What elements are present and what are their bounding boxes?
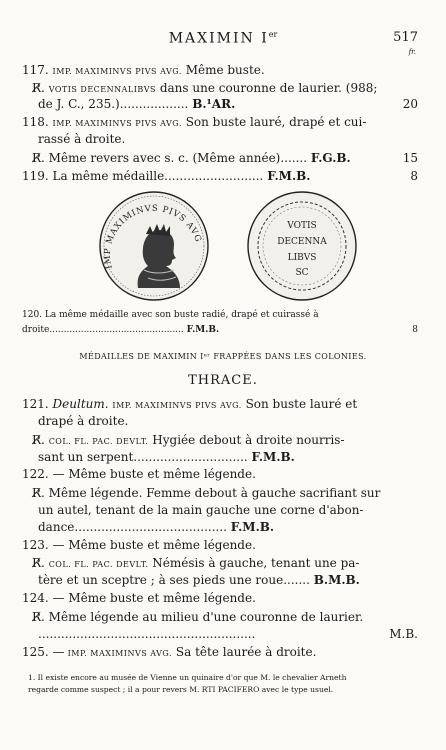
page-header [0,30,446,56]
section-heading: MÉDAILLES DE MAXIMIN Iᵉʳ FRAPPÉES DANS LES COLONIES. [79,352,367,361]
entry-118: 118. IMP. MAXIMINVS PIVS AVG. Son buste lauré, drapé et cui- [22,115,367,129]
entry-117-reverse-cont: de J. C., 235.).................. B.¹AR. 20 [38,97,418,111]
entry-125: 125. — IMP. MAXIMINVS AVG. Sa tête laurée à droite. [22,645,317,659]
footnote-line-2: regarde comme suspect ; il a pour revers M. RTI PACIFERO avec le type usuel. [28,685,334,694]
entry-124-reverse: R̸. Même légende au milieu d'une couronne de laurier. [32,610,364,624]
coin-reverse-line-3: LIBVS [287,253,317,263]
entry-122-reverse: R̸. Même légende. Femme debout à gauche sacrifiant sur [32,486,381,500]
entry-122: 122. — Même buste et même légende. [22,467,256,481]
coin-reverse [248,192,356,300]
entry-121-cont: drapé à droite. [38,414,129,428]
coin-obverse-legend: IMP MAXIMINVS PIVS AVG [102,203,204,270]
coin-obverse [100,192,208,300]
coin-reverse-line-4: SC [295,268,309,278]
entry-123-reverse: R̸. COL. FL. PAC. DEVLT. Némésis à gauche, tenant une pa- [32,556,360,570]
entry-117-reverse: R̸. VOTIS DECENNALIBVS dans une couronne de laurier. (988; [32,81,378,95]
entry-123: 123. — Même buste et même légende. [22,538,256,552]
entry-121-reverse: R̸. COL. FL. PAC. DEVLT. Hygiée debout à droite nourris- [32,433,345,447]
coin-illustration [98,190,358,302]
entry-118-reverse: R̸. Même revers avec s. c. (Même année)....... F.G.B. 15 [32,151,418,165]
coin-reverse-line-1: VOTIS [287,221,317,231]
entry-121-reverse-cont: sant un serpent.............................. F.M.B. [38,450,295,464]
entry-118-cont: rassé à droite. [38,132,126,146]
page-number: 517 [393,30,418,45]
coin-reverse-line-2: DECENNA [277,237,327,247]
currency-unit: fr. [408,48,416,56]
footnote-line-1: 1. Il existe encore au musée de Vienne un quinaire d'or que M. le chevalier Arneth [28,673,347,682]
entry-124: 124. — Même buste et même légende. [22,591,256,605]
running-title: MAXIMIN Ier [168,30,278,47]
entry-117: 117. IMP. MAXIMINVS PIVS AVG. Même buste. [22,63,265,77]
entry-124-reverse-cont: ......................................................... M.B. [38,627,418,641]
entry-123-reverse-cont: tère et un sceptre ; à ses pieds une roue....... B.M.B. [38,573,360,587]
entry-122-reverse-cont-1: un autel, tenant de la main gauche une corne d'abon- [38,503,364,517]
entry-119: 119. La même médaille.......................... F.M.B. 8 [22,169,418,183]
entry-120: 120. La même médaille avec son buste radié, drapé et cuirassé à [22,310,319,320]
region-heading: THRACE. [188,373,258,388]
entry-121: 121. Deultum. IMP. MAXIMINVS PIVS AVG. Son buste lauré et [22,397,358,411]
entry-120-cont: droite............................................... F.M.B. 8 [22,325,418,335]
entry-122-reverse-cont-2: dance........................................ F.M.B. [38,520,275,534]
